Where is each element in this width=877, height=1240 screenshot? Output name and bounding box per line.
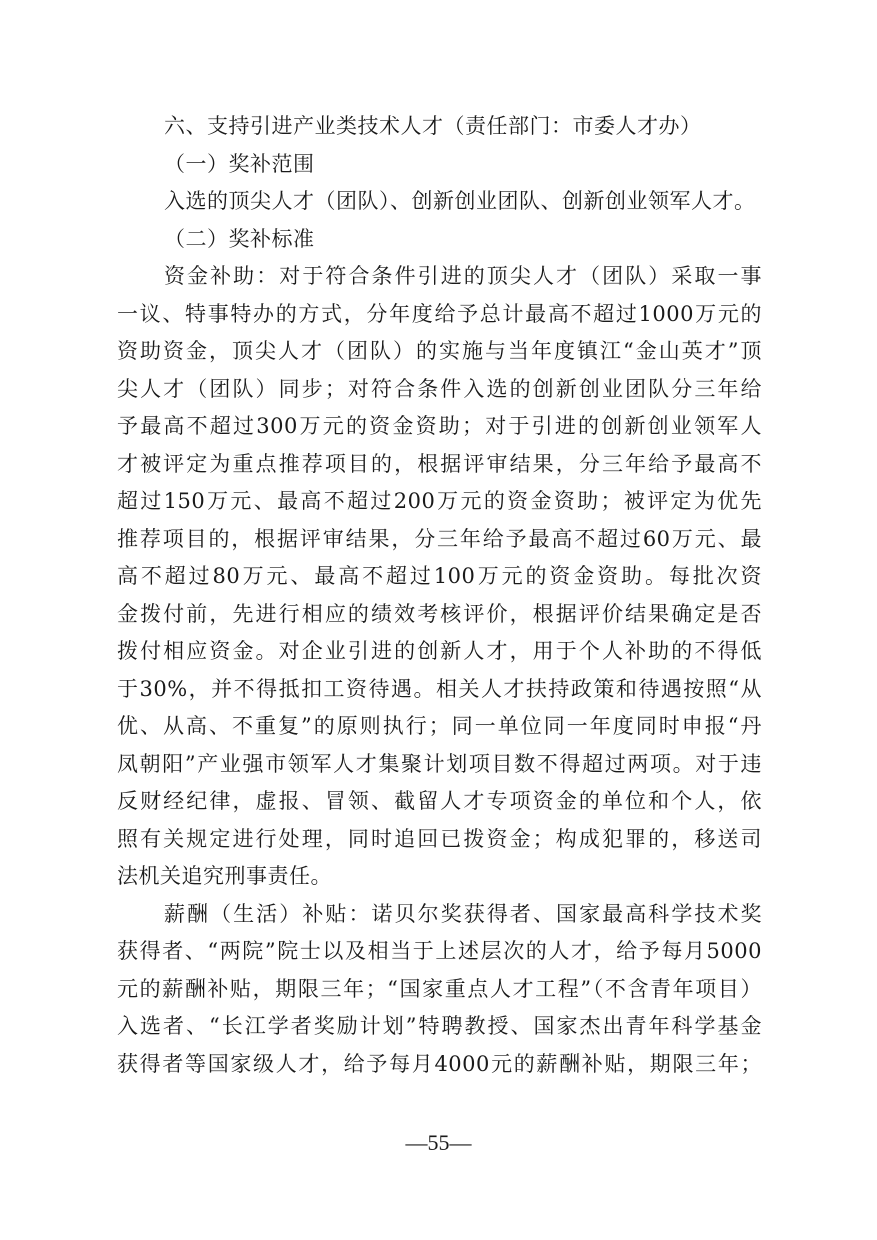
text-line-15: 拨付相应资金。对企业引进的创新人才，用于个人补助的不得低	[117, 639, 762, 663]
page-number: —55—	[405, 1130, 472, 1155]
text-line-17: 优、从高、不重复”的原则执行；同一单位同一年度同时申报“丹	[117, 714, 762, 738]
text-line-3: 入选的顶尖人才（团队）、创新创业团队、创新创业领军人才。	[164, 189, 756, 213]
text-line-16: 于30%，并不得抵扣工资待遇。相关人才扶持政策和待遇按照“从	[117, 676, 762, 701]
text-line-20: 照有关规定进行处理，同时追回已拨资金；构成犯罪的，移送司	[117, 826, 762, 851]
text-line-24: 元的薪酬补贴，期限三年；“国家重点人才工程”（不含青年项目）	[117, 976, 762, 1001]
text-line-22: 薪酬（生活）补贴：诺贝尔奖获得者、国家最高科学技术奖	[164, 901, 762, 926]
text-line-12: 推荐项目的，根据评审结果，分三年给予最高不超过60万元、最	[117, 526, 762, 551]
text-line-21: 法机关追究刑事责任。	[117, 864, 332, 888]
text-line-11: 超过150万元、最高不超过200万元的资金资助；被评定为优先	[117, 489, 762, 513]
text-line-19: 反财经纪律，虚报、冒领、截留人才专项资金的单位和个人，依	[117, 789, 762, 813]
text-line-18: 凤朝阳”产业强市领军人才集聚计划项目数不得超过两项。对于违	[117, 751, 762, 776]
document-body	[117, 108, 762, 1083]
text-line-5: 资金补助：对于符合条件引进的顶尖人才（团队）采取一事	[164, 264, 762, 288]
text-line-7: 资助资金，顶尖人才（团队）的实施与当年度镇江“金山英才”顶	[117, 339, 762, 363]
text-line-2: （一）奖补范围	[164, 151, 315, 176]
text-line-14: 金拨付前，先进行相应的绩效考核评价，根据评价结果确定是否	[117, 601, 762, 626]
text-line-6: 一议、特事特办的方式，分年度给予总计最高不超过1000万元的	[117, 301, 762, 326]
text-line-25: 入选者、“长江学者奖励计划”特聘教授、国家杰出青年科学基金	[117, 1014, 762, 1038]
text-line-13: 高不超过80万元、最高不超过100万元的资金资助。每批次资	[117, 564, 762, 588]
text-line-8: 尖人才（团队）同步；对符合条件入选的创新创业团队分三年给	[117, 376, 762, 401]
text-line-26: 获得者等国家级人才，给予每月4000元的薪酬补贴，期限三年；	[117, 1051, 762, 1076]
text-line-23: 获得者、“两院”院士以及相当于上述层次的人才，给予每月5000	[117, 939, 762, 963]
text-line-1: 六、支持引进产业类技术人才（责任部门：市委人才办）	[164, 114, 702, 138]
text-line-10: 才被评定为重点推荐项目的，根据评审结果，分三年给予最高不	[117, 451, 762, 476]
text-line-4: （二）奖补标准	[164, 226, 315, 251]
text-line-9: 予最高不超过300万元的资金资助；对于引进的创新创业领军人	[117, 414, 762, 438]
